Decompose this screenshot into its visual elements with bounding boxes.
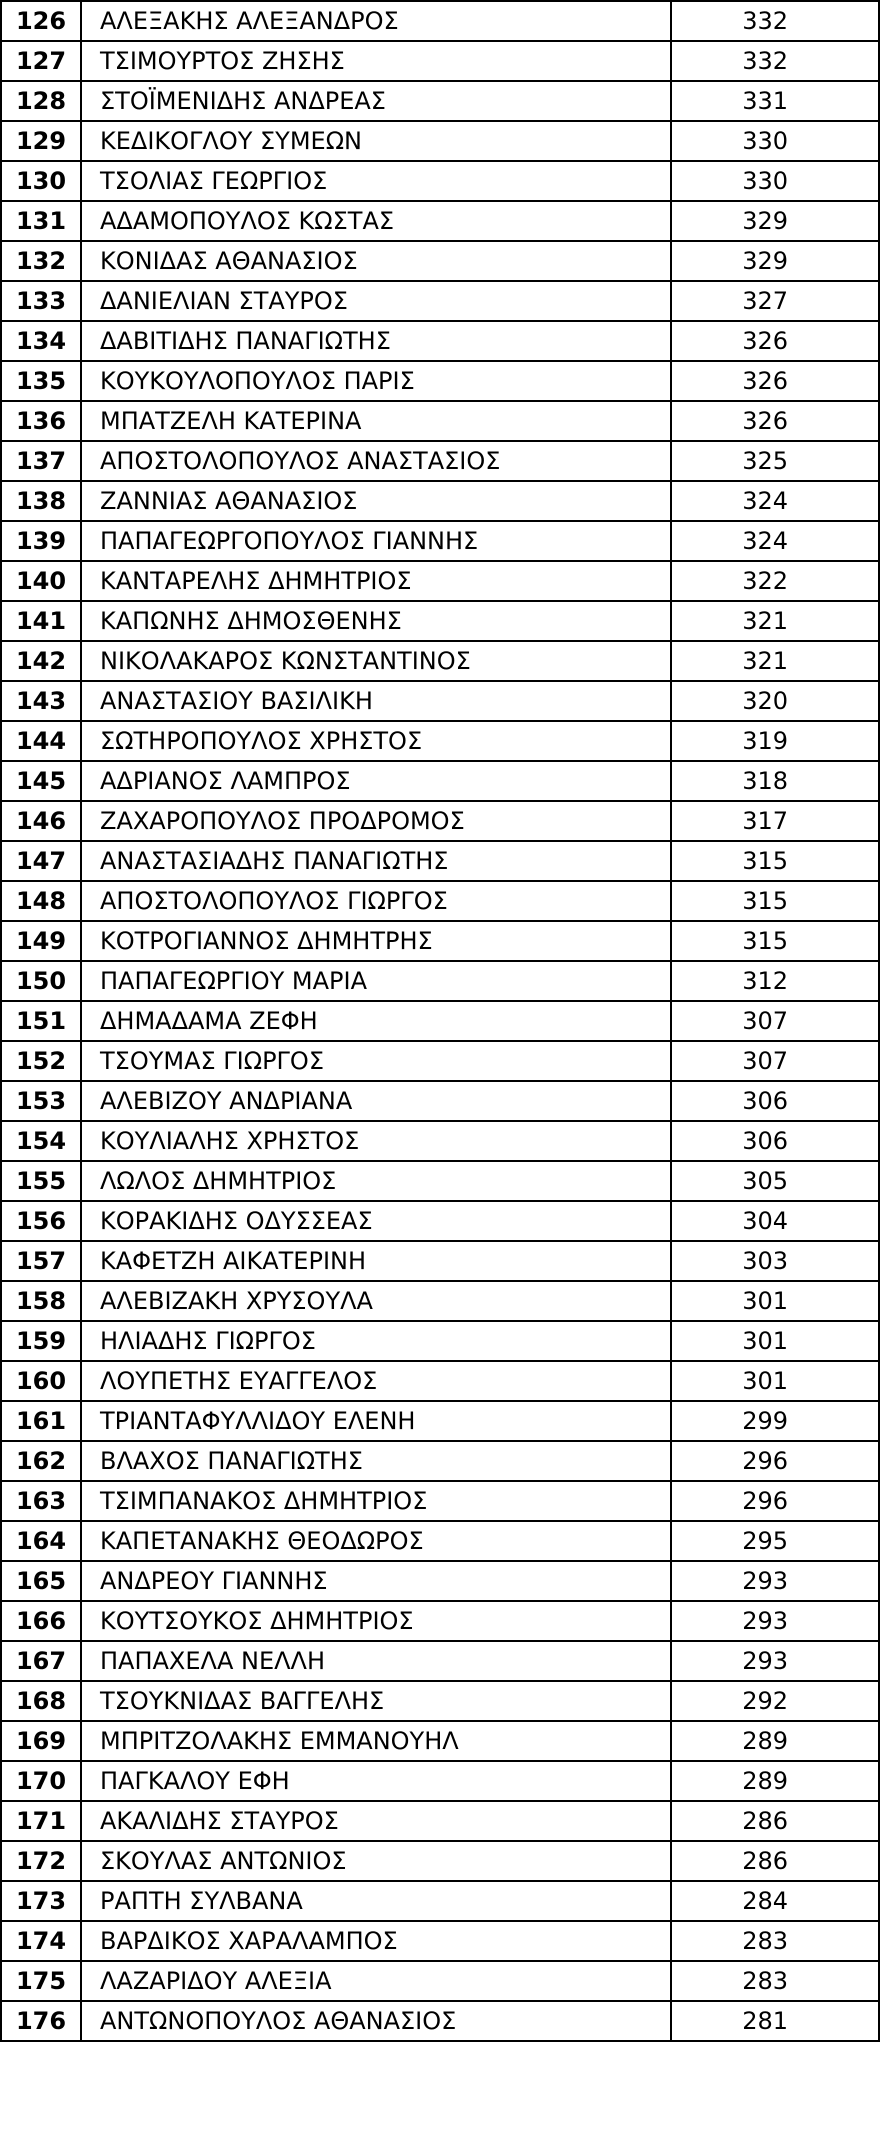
name-cell: ΑΝΔΡΕΟΥ ΓΙΑΝΝΗΣ xyxy=(81,1561,671,1601)
name-cell: ΖΑΝΝΙΑΣ ΑΘΑΝΑΣΙΟΣ xyxy=(81,481,671,521)
rank-cell: 163 xyxy=(1,1481,81,1521)
score-cell: 318 xyxy=(671,761,879,801)
score-cell: 286 xyxy=(671,1841,879,1881)
table-row xyxy=(1,1401,879,1441)
name-cell: ΛΩΛΟΣ ΔΗΜΗΤΡΙΟΣ xyxy=(81,1161,671,1201)
name-cell: ΤΣΟΥΜΑΣ ΓΙΩΡΓΟΣ xyxy=(81,1041,671,1081)
score-cell: 292 xyxy=(671,1681,879,1721)
name-cell: ΚΑΦΕΤΖΗ ΑΙΚΑΤΕΡΙΝΗ xyxy=(81,1241,671,1281)
table-row xyxy=(1,1881,879,1921)
table-row xyxy=(1,721,879,761)
table-row xyxy=(1,1641,879,1681)
rank-cell: 173 xyxy=(1,1881,81,1921)
rank-cell: 131 xyxy=(1,201,81,241)
score-cell: 315 xyxy=(671,881,879,921)
rank-cell: 128 xyxy=(1,81,81,121)
rank-cell: 161 xyxy=(1,1401,81,1441)
score-cell: 326 xyxy=(671,321,879,361)
name-cell: ΗΛΙΑΔΗΣ ΓΙΩΡΓΟΣ xyxy=(81,1321,671,1361)
name-cell: ΚΟΡΑΚΙΔΗΣ ΟΔΥΣΣΕΑΣ xyxy=(81,1201,671,1241)
name-cell: ΑΠΟΣΤΟΛΟΠΟΥΛΟΣ ΓΙΩΡΓΟΣ xyxy=(81,881,671,921)
score-cell: 307 xyxy=(671,1001,879,1041)
score-cell: 283 xyxy=(671,1921,879,1961)
table-row xyxy=(1,761,879,801)
score-cell: 329 xyxy=(671,201,879,241)
score-cell: 305 xyxy=(671,1161,879,1201)
name-cell: ΚΟΝΙΔΑΣ ΑΘΑΝΑΣΙΟΣ xyxy=(81,241,671,281)
name-cell: ΠΑΠΑΓΕΩΡΓΟΠΟΥΛΟΣ ΓΙΑΝΝΗΣ xyxy=(81,521,671,561)
rank-cell: 142 xyxy=(1,641,81,681)
rank-cell: 148 xyxy=(1,881,81,921)
rank-cell: 158 xyxy=(1,1281,81,1321)
table-row xyxy=(1,1921,879,1961)
name-cell: ΑΛΕΞΑΚΗΣ ΑΛΕΞΑΝΔΡΟΣ xyxy=(81,1,671,41)
score-cell: 306 xyxy=(671,1081,879,1121)
rank-cell: 164 xyxy=(1,1521,81,1561)
rank-cell: 139 xyxy=(1,521,81,561)
results-table-body xyxy=(1,1,879,2041)
rank-cell: 137 xyxy=(1,441,81,481)
score-cell: 284 xyxy=(671,1881,879,1921)
table-row xyxy=(1,481,879,521)
rank-cell: 171 xyxy=(1,1801,81,1841)
table-row xyxy=(1,1081,879,1121)
rank-cell: 140 xyxy=(1,561,81,601)
table-row xyxy=(1,1201,879,1241)
table-row xyxy=(1,1841,879,1881)
name-cell: ΔΑΒΙΤΙΔΗΣ ΠΑΝΑΓΙΩΤΗΣ xyxy=(81,321,671,361)
name-cell: ΚΑΝΤΑΡΕΛΗΣ ΔΗΜΗΤΡΙΟΣ xyxy=(81,561,671,601)
score-cell: 317 xyxy=(671,801,879,841)
name-cell: ΝΙΚΟΛΑΚΑΡΟΣ ΚΩΝΣΤΑΝΤΙΝΟΣ xyxy=(81,641,671,681)
score-cell: 293 xyxy=(671,1601,879,1641)
name-cell: ΑΔΡΙΑΝΟΣ ΛΑΜΠΡΟΣ xyxy=(81,761,671,801)
table-row xyxy=(1,441,879,481)
table-row xyxy=(1,1761,879,1801)
name-cell: ΣΚΟΥΛΑΣ ΑΝΤΩΝΙΟΣ xyxy=(81,1841,671,1881)
table-row xyxy=(1,1001,879,1041)
table-row xyxy=(1,201,879,241)
score-cell: 321 xyxy=(671,601,879,641)
rank-cell: 144 xyxy=(1,721,81,761)
table-row xyxy=(1,841,879,881)
score-cell: 301 xyxy=(671,1321,879,1361)
table-row xyxy=(1,321,879,361)
name-cell: ΜΠΡΙΤΖΟΛΑΚΗΣ ΕΜΜΑΝΟΥΗΛ xyxy=(81,1721,671,1761)
table-row xyxy=(1,881,879,921)
score-cell: 295 xyxy=(671,1521,879,1561)
table-row xyxy=(1,1241,879,1281)
table-row xyxy=(1,601,879,641)
score-cell: 315 xyxy=(671,921,879,961)
name-cell: ΠΑΓΚΑΛΟΥ ΕΦΗ xyxy=(81,1761,671,1801)
rank-cell: 176 xyxy=(1,2001,81,2041)
name-cell: ΚΟΥΤΣΟΥΚΟΣ ΔΗΜΗΤΡΙΟΣ xyxy=(81,1601,671,1641)
table-row xyxy=(1,1521,879,1561)
rank-cell: 160 xyxy=(1,1361,81,1401)
rank-cell: 159 xyxy=(1,1321,81,1361)
table-row xyxy=(1,241,879,281)
name-cell: ΔΗΜΑΔΑΜΑ ΖΕΦΗ xyxy=(81,1001,671,1041)
name-cell: ΔΑΝΙΕΛΙΑΝ ΣΤΑΥΡΟΣ xyxy=(81,281,671,321)
table-row xyxy=(1,121,879,161)
score-cell: 306 xyxy=(671,1121,879,1161)
score-cell: 332 xyxy=(671,41,879,81)
table-row xyxy=(1,361,879,401)
score-cell: 289 xyxy=(671,1721,879,1761)
rank-cell: 143 xyxy=(1,681,81,721)
table-row xyxy=(1,1041,879,1081)
score-cell: 315 xyxy=(671,841,879,881)
score-cell: 281 xyxy=(671,2001,879,2041)
table-row xyxy=(1,81,879,121)
name-cell: ΑΝΑΣΤΑΣΙΑΔΗΣ ΠΑΝΑΓΙΩΤΗΣ xyxy=(81,841,671,881)
name-cell: ΑΝΑΣΤΑΣΙΟΥ ΒΑΣΙΛΙΚΗ xyxy=(81,681,671,721)
name-cell: ΠΑΠΑΧΕΛΑ ΝΕΛΛΗ xyxy=(81,1641,671,1681)
name-cell: ΤΣΟΛΙΑΣ ΓΕΩΡΓΙΟΣ xyxy=(81,161,671,201)
table-row xyxy=(1,1121,879,1161)
rank-cell: 146 xyxy=(1,801,81,841)
score-cell: 299 xyxy=(671,1401,879,1441)
name-cell: ΣΤΟΪΜΕΝΙΔΗΣ ΑΝΔΡΕΑΣ xyxy=(81,81,671,121)
table-row xyxy=(1,1161,879,1201)
rank-cell: 157 xyxy=(1,1241,81,1281)
table-row xyxy=(1,1561,879,1601)
name-cell: ΚΟΥΚΟΥΛΟΠΟΥΛΟΣ ΠΑΡΙΣ xyxy=(81,361,671,401)
score-cell: 321 xyxy=(671,641,879,681)
table-row xyxy=(1,1721,879,1761)
table-row xyxy=(1,801,879,841)
rank-cell: 154 xyxy=(1,1121,81,1161)
name-cell: ΛΑΖΑΡΙΔΟΥ ΑΛΕΞΙΑ xyxy=(81,1961,671,2001)
score-cell: 286 xyxy=(671,1801,879,1841)
rank-cell: 126 xyxy=(1,1,81,41)
table-row xyxy=(1,1281,879,1321)
rank-cell: 130 xyxy=(1,161,81,201)
rank-cell: 150 xyxy=(1,961,81,1001)
rank-cell: 174 xyxy=(1,1921,81,1961)
rank-cell: 153 xyxy=(1,1081,81,1121)
rank-cell: 133 xyxy=(1,281,81,321)
table-row xyxy=(1,921,879,961)
score-cell: 331 xyxy=(671,81,879,121)
rank-cell: 152 xyxy=(1,1041,81,1081)
rank-cell: 129 xyxy=(1,121,81,161)
table-row xyxy=(1,1321,879,1361)
table-row xyxy=(1,641,879,681)
name-cell: ΖΑΧΑΡΟΠΟΥΛΟΣ ΠΡΟΔΡΟΜΟΣ xyxy=(81,801,671,841)
rank-cell: 134 xyxy=(1,321,81,361)
table-row xyxy=(1,521,879,561)
rank-cell: 166 xyxy=(1,1601,81,1641)
name-cell: ΠΑΠΑΓΕΩΡΓΙΟΥ ΜΑΡΙΑ xyxy=(81,961,671,1001)
score-cell: 329 xyxy=(671,241,879,281)
name-cell: ΤΣΟΥΚΝΙΔΑΣ ΒΑΓΓΕΛΗΣ xyxy=(81,1681,671,1721)
score-cell: 330 xyxy=(671,121,879,161)
score-cell: 296 xyxy=(671,1441,879,1481)
name-cell: ΚΕΔΙΚΟΓΛΟΥ ΣΥΜΕΩΝ xyxy=(81,121,671,161)
name-cell: ΚΟΤΡΟΓΙΑΝΝΟΣ ΔΗΜΗΤΡΗΣ xyxy=(81,921,671,961)
table-row xyxy=(1,1961,879,2001)
table-row xyxy=(1,1,879,41)
name-cell: ΤΡΙΑΝΤΑΦΥΛΛΙΔΟΥ ΕΛΕΝΗ xyxy=(81,1401,671,1441)
score-cell: 301 xyxy=(671,1281,879,1321)
table-row xyxy=(1,161,879,201)
score-cell: 324 xyxy=(671,521,879,561)
score-cell: 326 xyxy=(671,361,879,401)
rank-cell: 172 xyxy=(1,1841,81,1881)
name-cell: ΑΠΟΣΤΟΛΟΠΟΥΛΟΣ ΑΝΑΣΤΑΣΙΟΣ xyxy=(81,441,671,481)
rank-cell: 147 xyxy=(1,841,81,881)
table-row xyxy=(1,41,879,81)
table-row xyxy=(1,1361,879,1401)
rank-cell: 155 xyxy=(1,1161,81,1201)
name-cell: ΑΛΕΒΙΖΑΚΗ ΧΡΥΣΟΥΛΑ xyxy=(81,1281,671,1321)
name-cell: ΜΠΑΤΖΕΛΗ ΚΑΤΕΡΙΝΑ xyxy=(81,401,671,441)
score-cell: 303 xyxy=(671,1241,879,1281)
rank-cell: 175 xyxy=(1,1961,81,2001)
score-cell: 312 xyxy=(671,961,879,1001)
score-cell: 319 xyxy=(671,721,879,761)
score-cell: 283 xyxy=(671,1961,879,2001)
rank-cell: 149 xyxy=(1,921,81,961)
score-cell: 293 xyxy=(671,1561,879,1601)
rank-cell: 162 xyxy=(1,1441,81,1481)
score-cell: 332 xyxy=(671,1,879,41)
name-cell: ΡΑΠΤΗ ΣΥΛΒΑΝΑ xyxy=(81,1881,671,1921)
name-cell: ΚΟΥΛΙΑΛΗΣ ΧΡΗΣΤΟΣ xyxy=(81,1121,671,1161)
name-cell: ΒΛΑΧΟΣ ΠΑΝΑΓΙΩΤΗΣ xyxy=(81,1441,671,1481)
score-cell: 307 xyxy=(671,1041,879,1081)
rank-cell: 165 xyxy=(1,1561,81,1601)
rank-cell: 132 xyxy=(1,241,81,281)
name-cell: ΑΔΑΜΟΠΟΥΛΟΣ ΚΩΣΤΑΣ xyxy=(81,201,671,241)
score-cell: 330 xyxy=(671,161,879,201)
table-row xyxy=(1,2001,879,2041)
name-cell: ΚΑΠΕΤΑΝΑΚΗΣ ΘΕΟΔΩΡΟΣ xyxy=(81,1521,671,1561)
name-cell: ΤΣΙΜΟΥΡΤΟΣ ΖΗΣΗΣ xyxy=(81,41,671,81)
name-cell: ΑΛΕΒΙΖΟΥ ΑΝΔΡΙΑΝΑ xyxy=(81,1081,671,1121)
score-cell: 301 xyxy=(671,1361,879,1401)
score-cell: 320 xyxy=(671,681,879,721)
score-cell: 325 xyxy=(671,441,879,481)
table-row xyxy=(1,1481,879,1521)
table-row xyxy=(1,681,879,721)
table-row xyxy=(1,561,879,601)
name-cell: ΛΟΥΠΕΤΗΣ ΕΥΑΓΓΕΛΟΣ xyxy=(81,1361,671,1401)
table-row xyxy=(1,1441,879,1481)
table-row xyxy=(1,1801,879,1841)
name-cell: ΚΑΠΩΝΗΣ ΔΗΜΟΣΘΕΝΗΣ xyxy=(81,601,671,641)
score-cell: 304 xyxy=(671,1201,879,1241)
table-row xyxy=(1,1601,879,1641)
name-cell: ΣΩΤΗΡΟΠΟΥΛΟΣ ΧΡΗΣΤΟΣ xyxy=(81,721,671,761)
rank-cell: 136 xyxy=(1,401,81,441)
rank-cell: 145 xyxy=(1,761,81,801)
rank-cell: 135 xyxy=(1,361,81,401)
score-cell: 293 xyxy=(671,1641,879,1681)
rank-cell: 138 xyxy=(1,481,81,521)
score-cell: 296 xyxy=(671,1481,879,1521)
score-cell: 326 xyxy=(671,401,879,441)
rank-cell: 141 xyxy=(1,601,81,641)
score-cell: 324 xyxy=(671,481,879,521)
rank-cell: 170 xyxy=(1,1761,81,1801)
name-cell: ΤΣΙΜΠΑΝΑΚΟΣ ΔΗΜΗΤΡΙΟΣ xyxy=(81,1481,671,1521)
table-row xyxy=(1,281,879,321)
rank-cell: 168 xyxy=(1,1681,81,1721)
score-cell: 289 xyxy=(671,1761,879,1801)
rank-cell: 169 xyxy=(1,1721,81,1761)
table-row xyxy=(1,961,879,1001)
name-cell: ΑΝΤΩΝΟΠΟΥΛΟΣ ΑΘΑΝΑΣΙΟΣ xyxy=(81,2001,671,2041)
name-cell: ΒΑΡΔΙΚΟΣ ΧΑΡΑΛΑΜΠΟΣ xyxy=(81,1921,671,1961)
rank-cell: 156 xyxy=(1,1201,81,1241)
table-row xyxy=(1,1681,879,1721)
rank-cell: 151 xyxy=(1,1001,81,1041)
name-cell: ΑΚΑΛΙΔΗΣ ΣΤΑΥΡΟΣ xyxy=(81,1801,671,1841)
table-row xyxy=(1,401,879,441)
rank-cell: 127 xyxy=(1,41,81,81)
rank-cell: 167 xyxy=(1,1641,81,1681)
score-cell: 322 xyxy=(671,561,879,601)
score-cell: 327 xyxy=(671,281,879,321)
